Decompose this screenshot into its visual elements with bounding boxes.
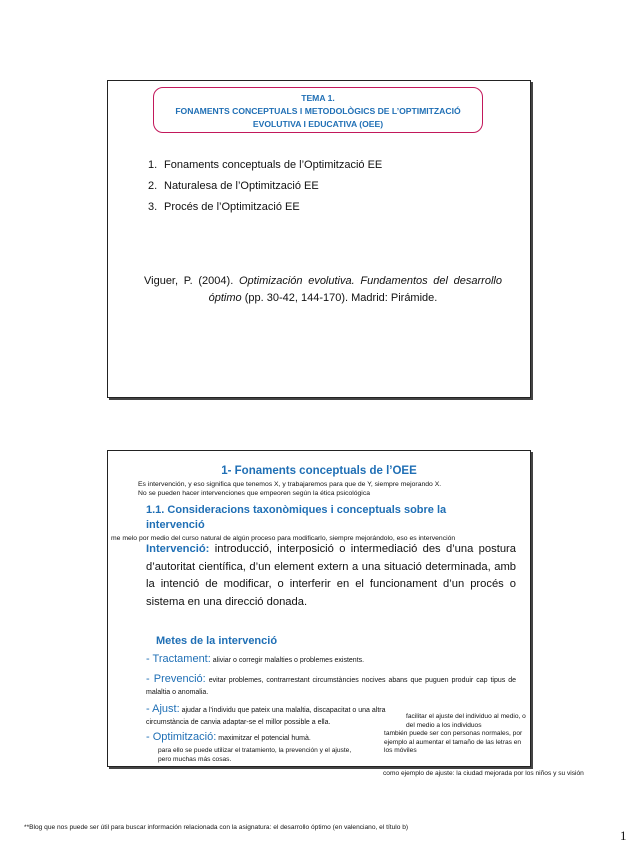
handwritten-note: Es intervención, y eso significa que tenemos X, y trabajaremos para que de Y, siempre mejorando X. xyxy=(138,481,442,488)
goal-item: - Tractament: aliviar o corregir malalties o problemes existents. xyxy=(146,653,365,665)
subheading: 1.1. Consideracions taxonòmiques i conceptuals sobre la intervenció xyxy=(146,504,447,531)
definition-term: Intervenció: xyxy=(146,543,210,555)
title-box xyxy=(153,87,483,133)
handwritten-note: también puede ser con personas normales, por ejemplo al aumentar el tamaño de las letras en los móviles xyxy=(384,730,523,754)
slide-1 xyxy=(107,80,531,398)
title-line-1: TEMA 1. xyxy=(301,93,335,103)
slide-heading: 1- Fonaments conceptuals de l’OEE xyxy=(221,465,417,477)
slide-2 xyxy=(107,450,531,767)
toc-item: 2. Naturalesa de l’Optimització EE xyxy=(148,180,319,192)
handwritten-note: No se pueden hacer intervenciones que empeoren según la ética psicológica xyxy=(138,490,371,497)
handwritten-note: facilitar el ajuste del individuo al medio, o del medio a los individuos xyxy=(406,713,526,729)
bibliographic-reference: Viguer, P. (2004). Optimización evolutiva. Fundamentos del desarrollo óptimo (pp. 30-42, 144-170). Madrid: Pirámide. xyxy=(144,275,502,304)
handwritten-note: como ejemplo de ajuste: la ciudad mejorada por los niños y su visión xyxy=(383,770,584,777)
definition-paragraph: Intervenció: introducció, interposició o intermediació des d’una postura d’autoritat científica, d’un element extern a una situació determinada, amb la intenció de modificar, o interferir en el funcionament d’un procés o sistema en una direcció donada. xyxy=(146,543,516,608)
goal-item: - Optimització: maximitzar el potencial humà. xyxy=(146,731,311,743)
toc-item: 1. Fonaments conceptuals de l’Optimització EE xyxy=(148,159,383,171)
handwritten-note: para ello se puede utilizar el tratamiento, la prevención y el ajuste, pero muchas más cosas. xyxy=(158,747,352,763)
handwritten-note: me melo por medio del curso natural de algún proceso para modificarlo, siempre mejorándolo, eso es intervención xyxy=(111,535,456,542)
footer-note: **Blog que nos puede ser útil para buscar información relacionada con la asignatura: el desarrollo óptimo (en valenciano, el título b) xyxy=(24,824,409,831)
title-line-2: FONAMENTS CONCEPTUALS I METODOLÒGICS DE L’OPTIMITZACIÓ xyxy=(175,106,461,116)
toc-item: 3. Procés de l’Optimització EE xyxy=(148,201,300,213)
table-of-contents xyxy=(148,155,382,218)
title-line-3: EVOLUTIVA I EDUCATIVA (OEE) xyxy=(252,119,384,129)
goals-heading: Metes de la intervenció xyxy=(156,635,278,647)
goal-item: - Prevenció: evitar problemes, contrarrestant circumstàncies nocives abans que puguen produir cap tipus de malaltia o anomalia. xyxy=(146,673,516,696)
goal-item: - Ajust: ajudar a l’individu que pateix una malaltia, discapacitat o una altra circumstància de canvia adaptar-se el millor possible a ella. xyxy=(146,703,386,726)
reference-title: Optimización evolutiva. Fundamentos del desarrollo óptimo xyxy=(208,275,502,304)
page-number: 1 xyxy=(620,828,627,843)
